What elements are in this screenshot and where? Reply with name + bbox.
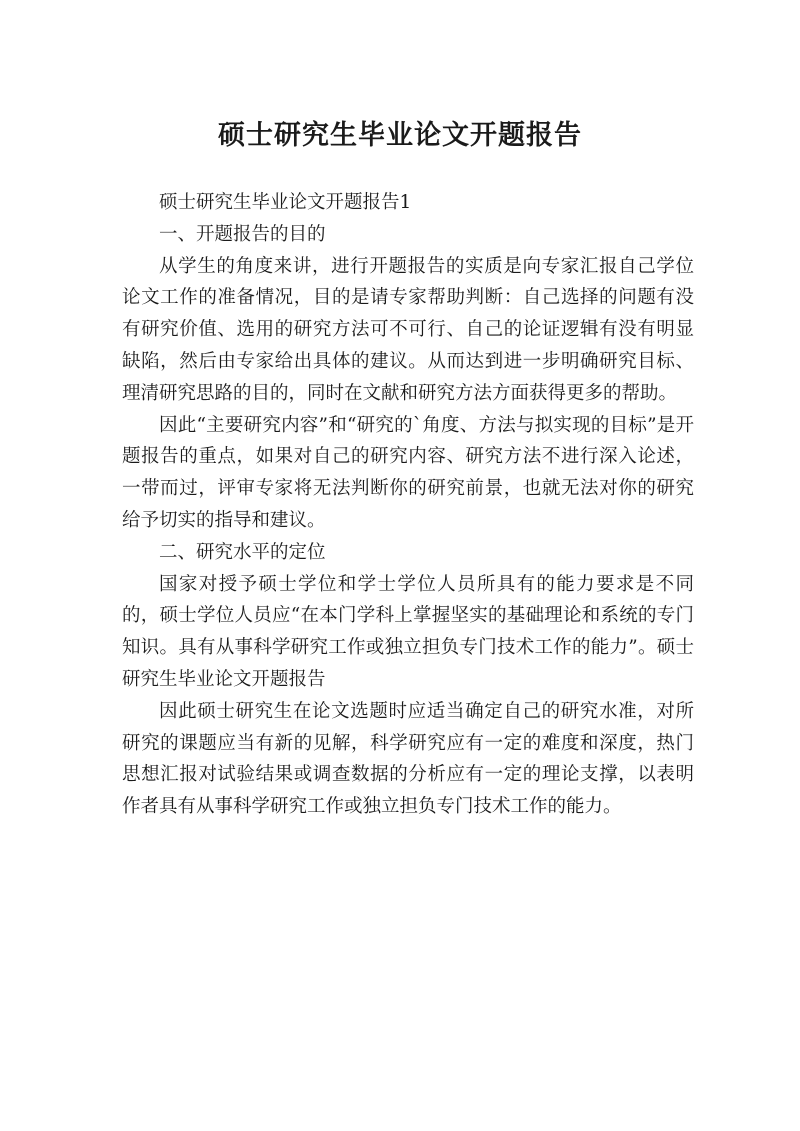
paragraph-topic-selection: 因此硕士研究生在论文选题时应适当确定自己的研究水准，对所研究的课题应当有新的见解，科学研究应有一定的难度和深度，热门思想汇报对试验结果或调查数据的分析应有一定的理论支撑，以表明作者具有从事科学研究工作或独立担负专门技术工作的能力。 xyxy=(122,700,694,818)
section-heading-purpose: 一、开题报告的目的 xyxy=(159,223,326,245)
paragraph-requirements: 国家对授予硕士学位和学士学位人员所具有的能力要求是不同的，硕士学位人员应“在本门学科上掌握坚实的基础理论和系统的专门知识。具有从事科学研究工作或独立担负专门技术工作的能力”。硕士研究生毕业论文开题报告 xyxy=(122,573,694,690)
document-body xyxy=(122,187,694,823)
paragraph-focus: 因此“主要研究内容”和“研究的`角度、方法与拟实现的目标”是开题报告的重点，如果对自己的研究内容、研究方法不进行深入论述，一带而过，评审专家将无法判断你的研究前景，也就无法对你的研究给予切实的指导和建议。 xyxy=(122,414,694,531)
section-heading-level: 二、研究水平的定位 xyxy=(159,541,326,563)
report-heading: 硕士研究生毕业论文开题报告1 xyxy=(159,192,412,213)
paragraph-purpose: 从学生的角度来讲，进行开题报告的实质是向专家汇报自己学位论文工作的准备情况，目的是请专家帮助判断：自己选择的问题有没有研究价值、选用的研究方法可不可行、自己的论证逻辑有没有明显缺陷，然后由专家给出具体的建议。从而达到进一步明确研究目标、理清研究思路的目的，同时在文献和研究方法方面获得更多的帮助。 xyxy=(122,255,694,404)
document-title: 硕士研究生毕业论文开题报告 xyxy=(218,120,582,152)
